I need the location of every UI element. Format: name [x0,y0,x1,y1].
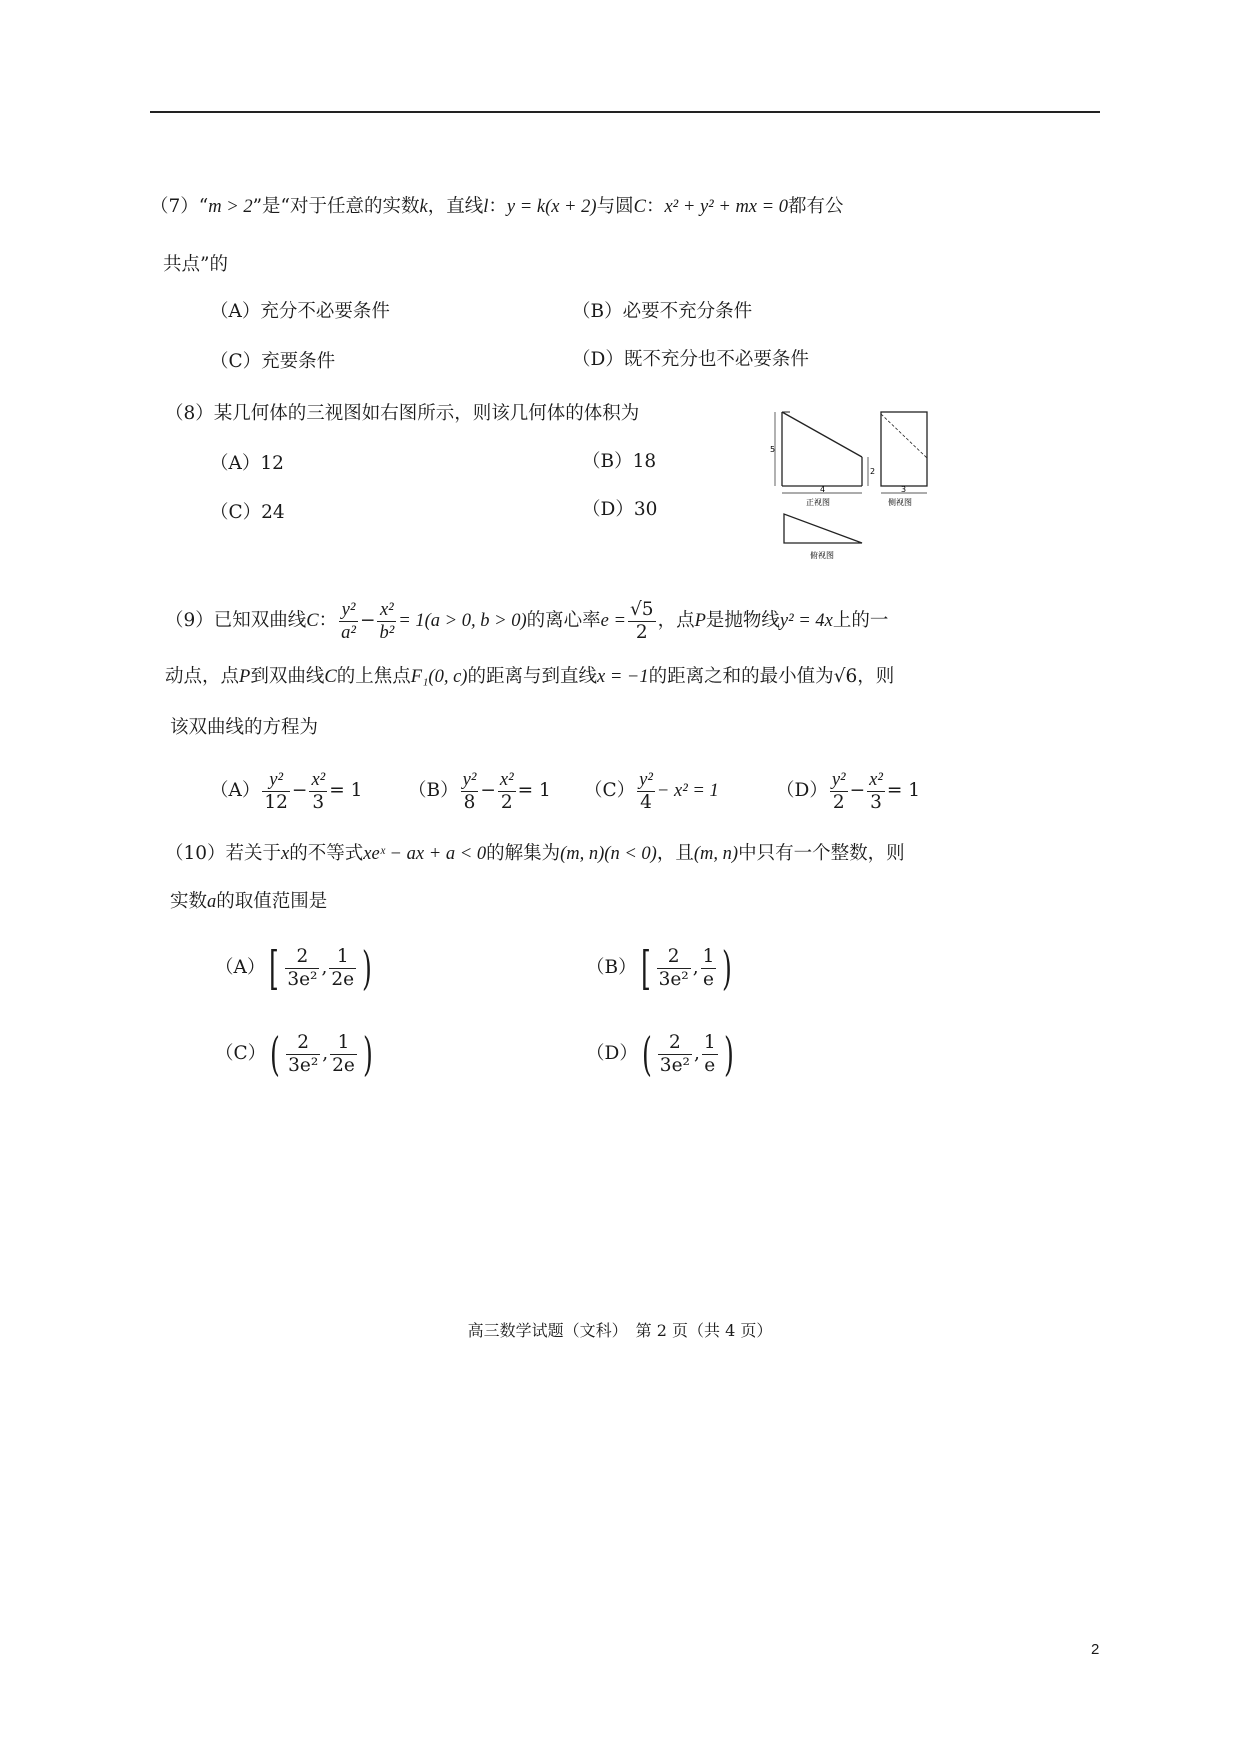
q8-option-d: （D）30 [582,499,658,520]
page-footer: 高三数学试题（文科） 第 2 页（共 4 页） [467,1321,773,1340]
three-view-figure [770,404,940,564]
q10-option-b: （B）[ $\frac{2}{\text{3e²}}$ , $\frac{1}{e}$ ) [586,941,733,995]
q8-stem: （8）某几何体的三视图如右图所示，则该几何体的体积为 [165,403,640,424]
side-view-depth-label: 3 [901,485,907,494]
q9-option-a: （A） $\frac{\text{y²}}{12}$ − $\frac{\text{x²}}{3}$ = 1 [210,769,363,813]
q7-option-c: （C）充要条件 [210,351,336,372]
q7-option-d: （D）既不充分也不必要条件 [572,349,809,370]
front-view-width-label: 4 [820,485,826,494]
header-rule [150,111,1100,113]
front-view-height-label: 5 [770,445,776,454]
front-view [770,412,875,507]
q7-option-b: （B）必要不充分条件 [572,301,753,322]
q10-option-d: （D）( $\frac{2}{\text{3e²}}$ , $\frac{1}{e}$ ) [586,1027,734,1081]
q8-option-b: （B）18 [582,451,657,472]
q9-stem-line1: （9）已知双曲线C： $\frac{\text{y²}}{\text{a²}}$ − $\frac{\text{x²}}{\text{b²}}$ = 1(a > 0, b > 0)的离心率e = $\frac{√5}{2}$ ，点P是抛物线y² = 4x上的一 [165,598,889,643]
q10-stem-line2: 实数a的取值范围是 [170,891,328,912]
front-view-label: 正视图 [806,498,830,507]
side-view-label: 侧视图 [888,498,912,507]
side-view [881,412,927,507]
q10-option-c: （C）( $\frac{2}{\text{3e²}}$ , $\frac{1}{2e}$ ) [215,1027,373,1081]
q10-option-a: （A）[ $\frac{2}{\text{3e²}}$ , $\frac{1}{2e}$ ) [215,941,372,995]
q7-stem-line2: 共点”的 [163,254,228,275]
front-view-small-height-label: 2 [870,467,876,476]
q9-stem-line2: 动点，点P到双曲线C的上焦点F₁(0, c)的距离与到直线x = −1的距离之和的最小值为√6，则 [165,666,895,687]
q9-stem-line3: 该双曲线的方程为 [170,717,319,738]
q9-option-c: （C） $\frac{\text{y²}}{4}$ − x² = 1 [584,769,719,813]
top-view-label: 俯视图 [810,551,834,560]
q9-option-d: （D） $\frac{\text{y²}}{2}$ − $\frac{\text{x²}}{3}$ = 1 [776,769,921,813]
q10-stem-line1: （10）若关于x的不等式xeˣ − ax + a < 0的解集为(m, n)(n < 0)，且(m, n)中只有一个整数，则 [165,843,905,864]
q7-option-a: （A）充分不必要条件 [210,301,390,322]
page-number: 2 [1091,1641,1100,1658]
q7-stem-line1: （7）“m > 2”是“对于任意的实数k，直线l：y = k(x + 2)与圆C：x² + y² + mx = 0都有公 [150,196,844,217]
q8-option-a: （A）12 [210,453,284,474]
q8-option-c: （C）24 [210,502,285,523]
top-view [784,514,862,560]
q9-option-b: （B） $\frac{\text{y²}}{8}$ − $\frac{\text{x²}}{2}$ = 1 [408,769,551,813]
